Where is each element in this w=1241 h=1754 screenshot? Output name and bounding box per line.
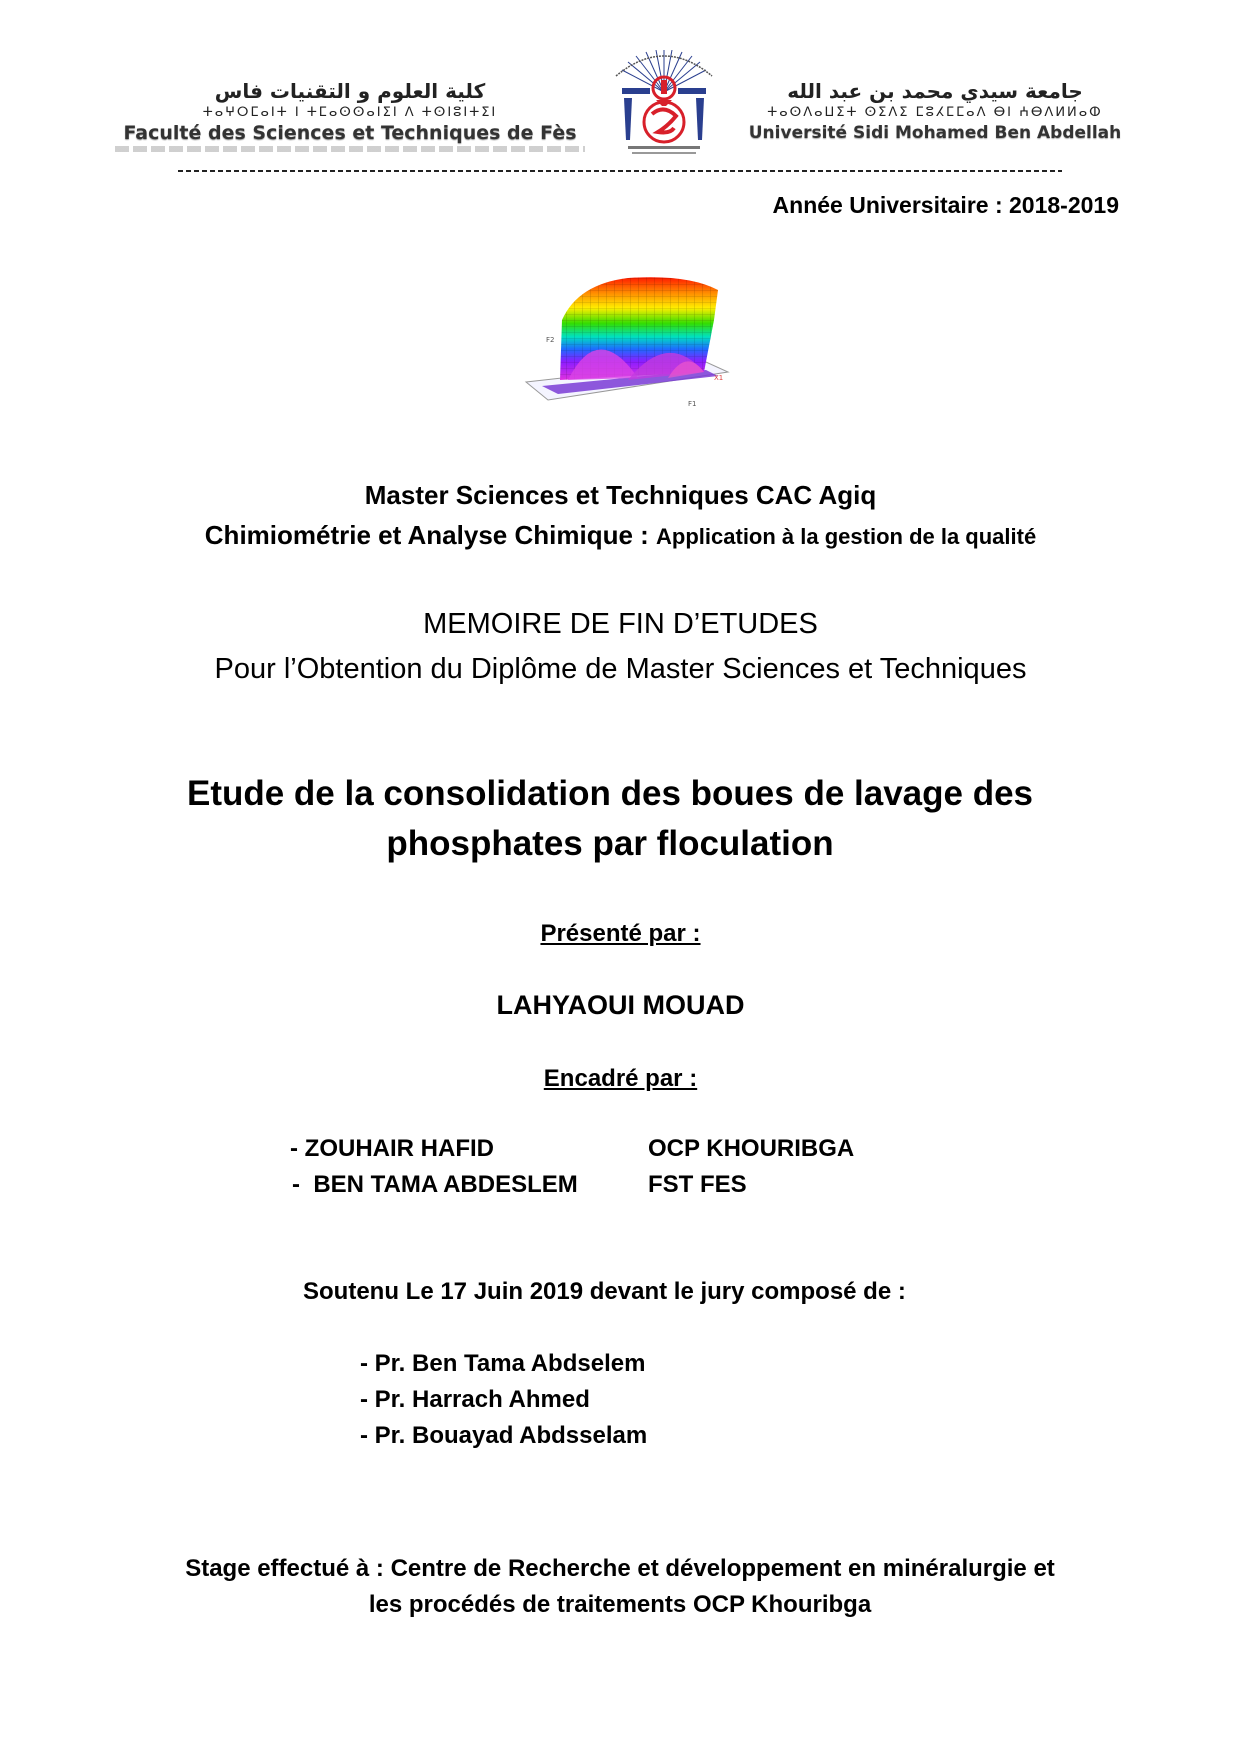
university-header xyxy=(735,78,1135,144)
faculty-name-tifinagh: ⵜⴰⵖⵔⵎⴰⵏⵜ ⵏ ⵜⵎⴰⵙⵙⴰⵏⵉⵏ ⴷ ⵜⵙⵏⵓⵏⵜⵉⵏ xyxy=(202,105,498,120)
university-name-arabic: جامعة سيدي محمد بن عبد الله xyxy=(787,79,1083,103)
faculty-name-arabic: كلية العلوم و التقنيات فاس xyxy=(214,79,486,103)
response-surface-figure xyxy=(518,260,733,408)
program-title: Master Sciences et Techniques CAC Agiq xyxy=(364,480,877,510)
faculty-header xyxy=(110,78,590,152)
academic-year: Année Universitaire : 2018-2019 xyxy=(772,192,1119,218)
svg-text:F2: F2 xyxy=(546,336,555,344)
student-name: LAHYAOUI MOUAD xyxy=(496,990,745,1020)
jury-member: - Pr. Ben Tama Abdselem xyxy=(360,1350,646,1377)
header-divider xyxy=(178,170,1062,172)
jury-member: - Pr. Harrach Ahmed xyxy=(360,1386,590,1413)
thesis-title-line-2: phosphates par floculation xyxy=(386,824,834,863)
defense-statement: Soutenu Le 17 Juin 2019 devant le jury composé de : xyxy=(303,1278,906,1305)
memoire-heading: MEMOIRE DE FIN D’ETUDES xyxy=(423,608,818,640)
presented-by-label: Présenté par : xyxy=(540,920,701,947)
university-logo-icon xyxy=(608,50,720,160)
program-subtitle xyxy=(0,520,1241,551)
internship-line-1: Stage effectué à : Centre de Recherche et développement en minéralurgie et xyxy=(185,1555,1055,1582)
thesis-title xyxy=(150,769,1070,869)
program-application: Application à la gestion de la qualité xyxy=(656,524,1037,549)
thesis-title-line-1: Etude de la consolidation des boues de lavage des xyxy=(186,774,1034,813)
internship-line-2: les procédés de traitements OCP Khouribga xyxy=(368,1591,872,1618)
faculty-underline-decoration xyxy=(115,146,585,152)
faculty-name: Faculté des Sciences et Techniques de Fès xyxy=(123,122,577,144)
jury-member: - Pr. Bouayad Abdsselam xyxy=(360,1422,648,1449)
university-name: Université Sidi Mohamed Ben Abdellah xyxy=(748,123,1122,143)
internship-location xyxy=(130,1551,1110,1623)
supervisor-name: - BEN TAMA ABDESLEM xyxy=(292,1171,578,1198)
memoire-purpose: Pour l’Obtention du Diplôme de Master Sciences et Techniques xyxy=(214,653,1027,685)
svg-text:X1: X1 xyxy=(714,374,724,382)
program-specialty: Chimiométrie et Analyse Chimique : xyxy=(204,520,657,550)
supervisor-organization: OCP KHOURIBGA xyxy=(648,1135,855,1162)
supervised-by-label: Encadré par : xyxy=(543,1065,698,1092)
svg-text:F1: F1 xyxy=(688,400,697,408)
supervisor-organization: FST FES xyxy=(648,1171,747,1198)
supervisor-name: - ZOUHAIR HAFID xyxy=(290,1135,494,1162)
university-name-tifinagh: ⵜⴰⵙⴷⴰⵡⵉⵜ ⵙⵉⴷⵉ ⵎⵓⵃⵎⵎⴰⴷ ⴱⵏ ⵄⴱⴷⵍⵍⴰⵀ xyxy=(767,105,1103,120)
